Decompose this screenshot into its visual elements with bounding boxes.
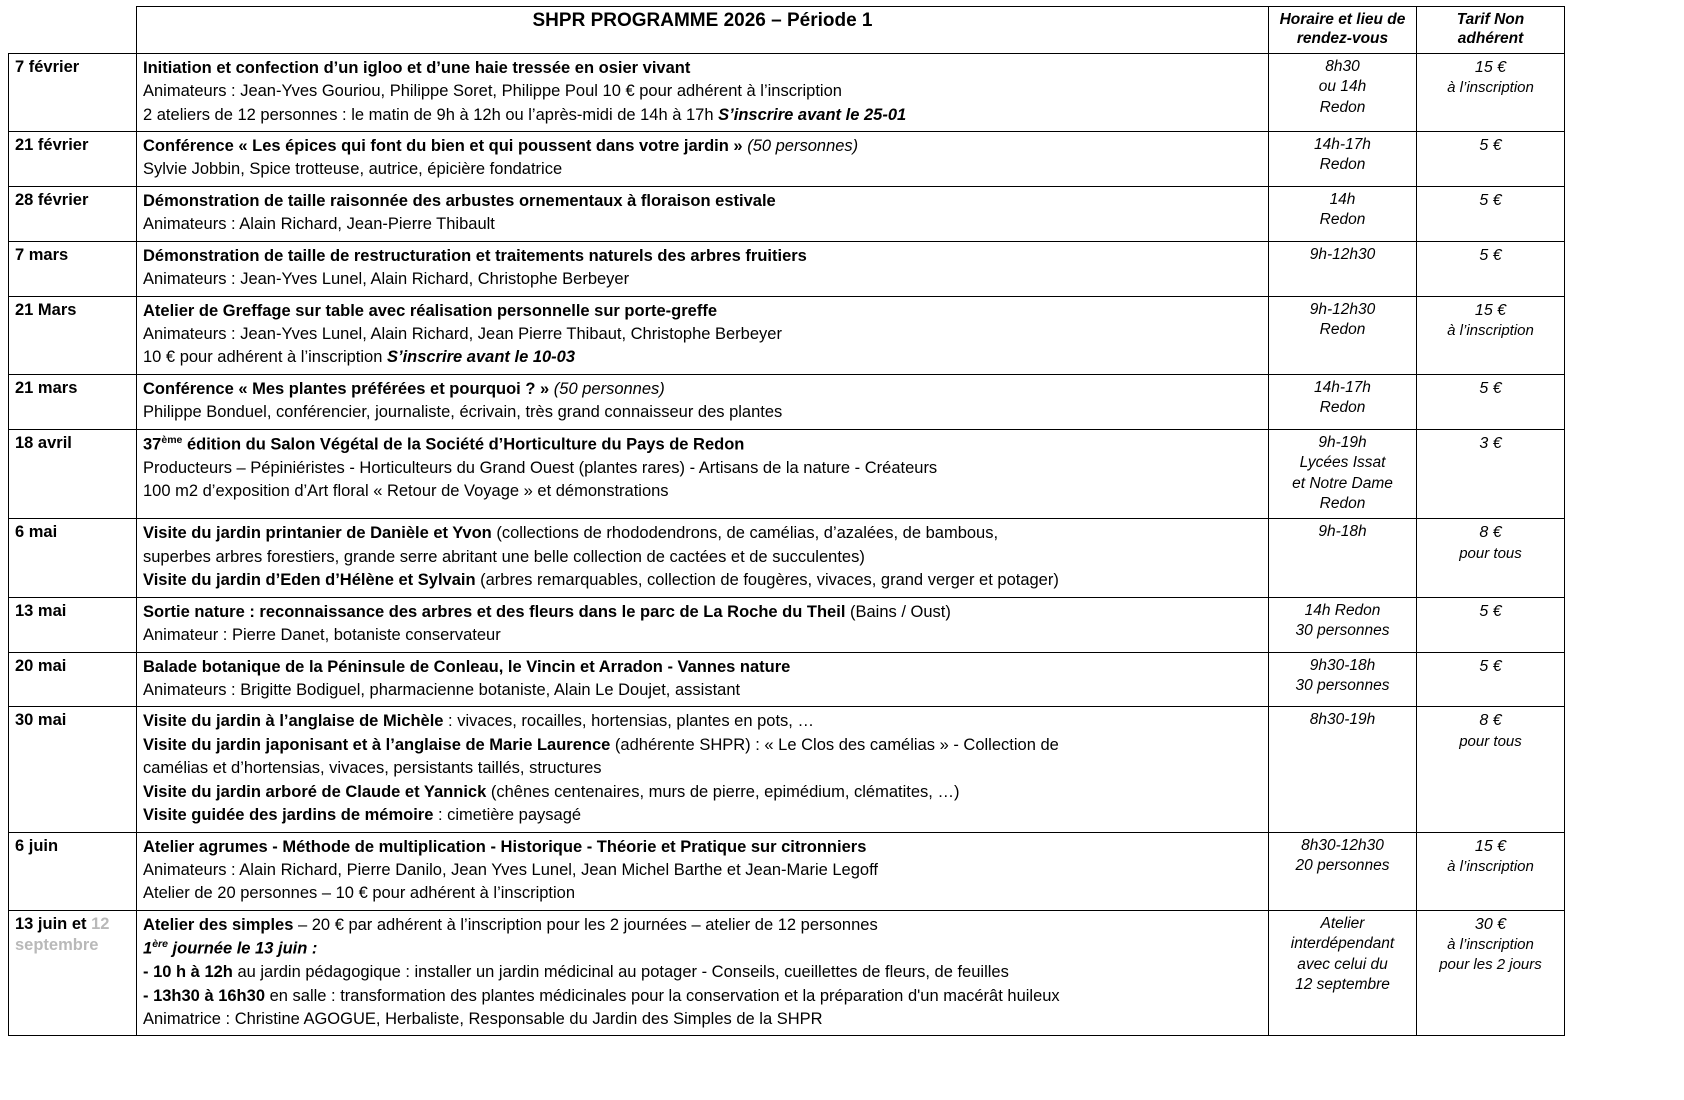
event-date: 30 mai bbox=[9, 707, 137, 832]
event-schedule bbox=[1269, 374, 1417, 429]
event-price bbox=[1417, 296, 1565, 374]
event-price bbox=[1417, 910, 1565, 1036]
price-note: pour tous bbox=[1459, 544, 1522, 562]
event-date: 28 février bbox=[9, 186, 137, 241]
event-deadline: S’inscrire avant le 25-01 bbox=[718, 105, 907, 124]
event-price bbox=[1417, 707, 1565, 832]
price-amount: 3 € bbox=[1479, 434, 1502, 452]
event-date: 7 mars bbox=[9, 241, 137, 296]
schedule-line: 9h30-18h bbox=[1309, 656, 1376, 674]
event-title: Conférence « Les épices qui font du bien et qui poussent dans votre jardin » bbox=[143, 137, 743, 156]
schedule-line: avec celui du bbox=[1297, 955, 1388, 973]
event-date: 21 Mars bbox=[9, 296, 137, 374]
column-header-price-line1: Tarif Non bbox=[1456, 11, 1525, 28]
event-description bbox=[137, 241, 1269, 296]
event-detail: : cimetière paysagé bbox=[433, 806, 582, 825]
event-title: Conférence « Mes plantes préférées et pourquoi ? » bbox=[143, 379, 550, 398]
programme-table bbox=[8, 6, 1565, 1036]
schedule-capacity: 30 personnes bbox=[1295, 622, 1390, 640]
price-amount: 8 € bbox=[1479, 524, 1502, 542]
event-title: Atelier des simples bbox=[143, 915, 294, 934]
event-description bbox=[137, 296, 1269, 374]
schedule-line: interdépendant bbox=[1290, 935, 1395, 953]
event-animators: Animateurs : Brigitte Bodiguel, pharmacienne botaniste, Alain Le Doujet, assistant bbox=[143, 681, 741, 699]
price-note: à l’inscription bbox=[1447, 857, 1534, 875]
event-description bbox=[137, 374, 1269, 429]
event-animators: Animatrice : Christine AGOGUE, Herbaliste, Responsable du Jardin des Simples de la SHPR bbox=[143, 1009, 823, 1028]
event-price bbox=[1417, 186, 1565, 241]
event-subtitle: Visite guidée des jardins de mémoire bbox=[143, 806, 434, 825]
event-day-label: journée le 13 juin : bbox=[167, 939, 318, 958]
event-schedule bbox=[1269, 519, 1417, 597]
event-schedule bbox=[1269, 296, 1417, 374]
price-amount: 30 € bbox=[1474, 915, 1507, 933]
event-title: Initiation et confection d’un igloo et d’une haie tressée en osier vivant bbox=[143, 58, 691, 77]
price-note: à l’inscription bbox=[1447, 78, 1534, 96]
event-description bbox=[137, 832, 1269, 910]
event-schedule bbox=[1269, 53, 1417, 131]
event-schedule bbox=[1269, 132, 1417, 187]
event-detail: (chênes centenaires, murs de pierre, epimédium, clématites, …) bbox=[486, 782, 960, 801]
schedule-location: et Notre Dame bbox=[1292, 474, 1393, 492]
table-row bbox=[9, 429, 1565, 519]
schedule-location: Lycées Issat bbox=[1299, 454, 1386, 472]
event-date: 13 mai bbox=[9, 597, 137, 652]
event-fee-note: 10 € pour adhérent à l’inscription bbox=[143, 348, 383, 367]
price-amount: 15 € bbox=[1474, 837, 1507, 855]
event-title: Balade botanique de la Péninsule de Conleau, le Vincin et Arradon - Vannes nature bbox=[143, 657, 791, 676]
schedule-line: 14h-17h bbox=[1314, 378, 1371, 396]
schedule-line: 9h-12h30 bbox=[1309, 245, 1376, 263]
price-amount: 15 € bbox=[1474, 301, 1507, 319]
event-schedule bbox=[1269, 597, 1417, 652]
column-header-schedule bbox=[1269, 7, 1417, 54]
event-title-note: (50 personnes) bbox=[742, 137, 859, 156]
schedule-location: Redon bbox=[1319, 211, 1366, 229]
schedule-location: Redon bbox=[1319, 156, 1366, 174]
event-description bbox=[137, 53, 1269, 131]
price-amount: 15 € bbox=[1474, 58, 1507, 76]
event-title-note: (Bains / Oust) bbox=[845, 602, 951, 621]
schedule-location: Redon bbox=[1319, 98, 1366, 116]
schedule-line: ou 14h bbox=[1318, 78, 1367, 96]
event-title-note: (collections de rhododendrons, de camélias, d’azalées, de bambous, bbox=[491, 524, 999, 543]
event-title: Démonstration de taille raisonnée des arbustes ornementaux à floraison estivale bbox=[143, 191, 776, 210]
schedule-line: 8h30-12h30 bbox=[1301, 836, 1384, 854]
price-amount: 5 € bbox=[1479, 379, 1502, 397]
table-row bbox=[9, 652, 1565, 707]
event-schedule bbox=[1269, 910, 1417, 1036]
header-empty-cell bbox=[9, 7, 137, 54]
event-date-line2: 12 bbox=[91, 914, 110, 933]
event-title-ordinal: ème bbox=[161, 433, 183, 446]
event-price bbox=[1417, 374, 1565, 429]
schedule-line: 9h-18h bbox=[1318, 523, 1367, 541]
event-animators: Animateurs : Alain Richard, Pierre Danilo, Jean Yves Lunel, Jean Michel Barthe et Jean-Marie Legoff bbox=[143, 860, 878, 879]
event-date: 7 février bbox=[9, 53, 137, 131]
event-description bbox=[137, 597, 1269, 652]
schedule-line: 8h30 bbox=[1325, 57, 1360, 75]
schedule-capacity: 20 personnes bbox=[1295, 856, 1390, 874]
event-animators: Animateurs : Jean-Yves Lunel, Alain Richard, Christophe Berbeyer bbox=[143, 270, 630, 289]
table-row bbox=[9, 597, 1565, 652]
price-amount: 5 € bbox=[1479, 191, 1502, 209]
event-detail: superbes arbres forestiers, grande serre abritant une belle collection de cactées et de succulentes) bbox=[143, 547, 865, 566]
event-detail: (arbres remarquables, collection de fougères, vivaces, grand verger et potager) bbox=[475, 571, 1059, 590]
schedule-capacity: 30 personnes bbox=[1295, 677, 1390, 695]
event-fee-note: 10 € pour adhérent à l’inscription bbox=[602, 82, 842, 101]
event-description bbox=[137, 429, 1269, 519]
column-header-price bbox=[1417, 7, 1565, 54]
column-header-schedule-line1: Horaire et lieu bbox=[1279, 11, 1383, 28]
event-animators: Animateur : Pierre Danet, botaniste conservateur bbox=[143, 626, 501, 645]
event-title: édition du Salon Végétal de la Société d’Horticulture du Pays de Redon bbox=[182, 435, 745, 454]
event-deadline: S’inscrire avant le 10-03 bbox=[387, 348, 576, 367]
price-note: à l’inscription bbox=[1447, 935, 1534, 953]
event-description bbox=[137, 186, 1269, 241]
event-day-label-prefix: 1 bbox=[143, 939, 153, 958]
event-schedule bbox=[1269, 186, 1417, 241]
schedule-line: 8h30-19h bbox=[1309, 711, 1376, 729]
event-price bbox=[1417, 53, 1565, 131]
price-amount: 8 € bbox=[1479, 712, 1502, 730]
event-detail: (adhérente SHPR) : « Le Clos des camélias » - Collection de bbox=[610, 735, 1059, 754]
schedule-line: 9h-12h30 bbox=[1309, 300, 1376, 318]
event-date-line3: septembre bbox=[15, 936, 99, 955]
event-description bbox=[137, 132, 1269, 187]
event-schedule bbox=[1269, 707, 1417, 832]
event-price bbox=[1417, 652, 1565, 707]
event-animators: Philippe Bonduel, conférencier, journaliste, écrivain, très grand connaisseur des plantes bbox=[143, 403, 783, 422]
event-subtitle: Visite du jardin arboré de Claude et Yannick bbox=[143, 782, 487, 801]
table-row bbox=[9, 296, 1565, 374]
table-row bbox=[9, 374, 1565, 429]
event-fee-note: Atelier de 20 personnes – 10 € pour adhérent à l’inscription bbox=[143, 884, 576, 903]
page-title: SHPR PROGRAMME 2026 – Période 1 bbox=[137, 7, 1269, 54]
event-title: Démonstration de taille de restructuration et traitements naturels des arbres fruitiers bbox=[143, 246, 807, 265]
event-slot-time: - 13h30 à 16h30 bbox=[143, 986, 265, 1005]
event-date: 21 février bbox=[9, 132, 137, 187]
price-note: à l’inscription bbox=[1447, 321, 1534, 339]
schedule-location: Redon bbox=[1319, 399, 1366, 417]
event-animators: Animateurs : Alain Richard, Jean-Pierre Thibault bbox=[143, 215, 495, 234]
event-slot-time: - 10 h à 12h bbox=[143, 963, 233, 982]
event-price bbox=[1417, 597, 1565, 652]
event-detail: camélias et d’hortensias, vivaces, persistants taillés, structures bbox=[143, 759, 602, 778]
event-title: Sortie nature : reconnaissance des arbres et des fleurs dans le parc de La Roche du Theil bbox=[143, 602, 846, 621]
event-title-note: : vivaces, rocailles, hortensias, plantes en pots, … bbox=[443, 712, 814, 731]
table-row bbox=[9, 519, 1565, 597]
event-title: Atelier de Greffage sur table avec réalisation personnelle sur porte-greffe bbox=[143, 301, 718, 320]
schedule-line: 12 septembre bbox=[1295, 976, 1390, 994]
column-header-schedule-line2: de rendez-vous bbox=[1296, 11, 1406, 48]
event-price bbox=[1417, 132, 1565, 187]
event-description bbox=[137, 652, 1269, 707]
schedule-line: 14h Redon bbox=[1304, 601, 1381, 619]
event-animators: Animateurs : Jean-Yves Gouriou, Philippe Soret, Philippe Poul bbox=[143, 82, 598, 101]
table-row bbox=[9, 186, 1565, 241]
event-date: 6 juin bbox=[9, 832, 137, 910]
event-detail: 100 m2 d’exposition d’Art floral « Retour de Voyage » et démonstrations bbox=[143, 482, 669, 500]
event-date: 21 mars bbox=[9, 374, 137, 429]
event-schedule bbox=[1269, 652, 1417, 707]
event-date: 18 avril bbox=[9, 429, 137, 519]
price-amount: 5 € bbox=[1479, 657, 1502, 675]
schedule-line: 14h bbox=[1329, 190, 1356, 208]
event-price bbox=[1417, 241, 1565, 296]
event-title-note: – 20 € par adhérent à l’inscription pour les 2 journées – atelier de 12 personnes bbox=[293, 915, 878, 934]
event-date: 20 mai bbox=[9, 652, 137, 707]
schedule-line: 14h-17h bbox=[1314, 136, 1371, 154]
table-row bbox=[9, 832, 1565, 910]
table-row bbox=[9, 910, 1565, 1036]
event-detail: au jardin pédagogique : installer un jardin médicinal au potager - Conseils, cueillettes de fleurs, de feuilles bbox=[232, 963, 1009, 982]
event-day-label-ordinal: ère bbox=[152, 938, 168, 951]
event-detail: en salle : transformation des plantes médicinales pour la conservation et la préparation d'un macérât huileux bbox=[265, 986, 1060, 1005]
schedule-line: 9h-19h bbox=[1318, 433, 1367, 451]
event-date bbox=[9, 910, 137, 1036]
event-description bbox=[137, 519, 1269, 597]
event-price bbox=[1417, 429, 1565, 519]
event-description bbox=[137, 707, 1269, 832]
event-animators: Sylvie Jobbin, Spice trotteuse, autrice, épicière fondatrice bbox=[143, 160, 563, 179]
event-schedule bbox=[1269, 832, 1417, 910]
event-price bbox=[1417, 832, 1565, 910]
price-amount: 5 € bbox=[1479, 246, 1502, 264]
event-subtitle: Visite du jardin d’Eden d’Hélène et Sylvain bbox=[143, 571, 476, 590]
event-animators: Animateurs : Jean-Yves Lunel, Alain Richard, Jean Pierre Thibaut, Christophe Berbeyer bbox=[143, 324, 782, 343]
price-amount: 5 € bbox=[1479, 602, 1502, 620]
event-date-line1: 13 juin et bbox=[15, 914, 87, 933]
event-title-prefix: 37 bbox=[143, 435, 162, 454]
price-note: pour tous bbox=[1459, 732, 1522, 750]
price-amount: 5 € bbox=[1479, 137, 1502, 155]
table-header-row bbox=[9, 7, 1565, 54]
event-detail: Producteurs – Pépiniéristes - Horticulteurs du Grand Ouest (plantes rares) - Artisans de la nature - Créateurs bbox=[143, 458, 938, 477]
schedule-location: Redon bbox=[1319, 321, 1366, 338]
event-schedule bbox=[1269, 429, 1417, 519]
event-title-note: (50 personnes) bbox=[549, 379, 665, 398]
event-price bbox=[1417, 519, 1565, 597]
event-title: Atelier agrumes - Méthode de multiplication - Historique - Théorie et Pratique sur citronniers bbox=[143, 837, 867, 856]
event-schedule bbox=[1269, 241, 1417, 296]
event-detail: 2 ateliers de 12 personnes : le matin de 9h à 12h ou l’après-midi de 14h à 17h bbox=[143, 105, 714, 124]
event-title: Visite du jardin printanier de Danièle et Yvon bbox=[143, 524, 492, 543]
schedule-line: Atelier bbox=[1320, 914, 1365, 932]
event-description bbox=[137, 910, 1269, 1036]
table-row bbox=[9, 241, 1565, 296]
schedule-location: Redon bbox=[1319, 495, 1366, 513]
event-title: Visite du jardin à l’anglaise de Michèle bbox=[143, 712, 444, 731]
table-row bbox=[9, 132, 1565, 187]
event-subtitle: Visite du jardin japonisant et à l’anglaise de Marie Laurence bbox=[143, 735, 611, 754]
table-row bbox=[9, 53, 1565, 131]
price-note: pour les 2 jours bbox=[1439, 955, 1542, 973]
table-row bbox=[9, 707, 1565, 832]
event-date: 6 mai bbox=[9, 519, 137, 597]
column-header-price-line2: adhérent bbox=[1457, 30, 1524, 48]
